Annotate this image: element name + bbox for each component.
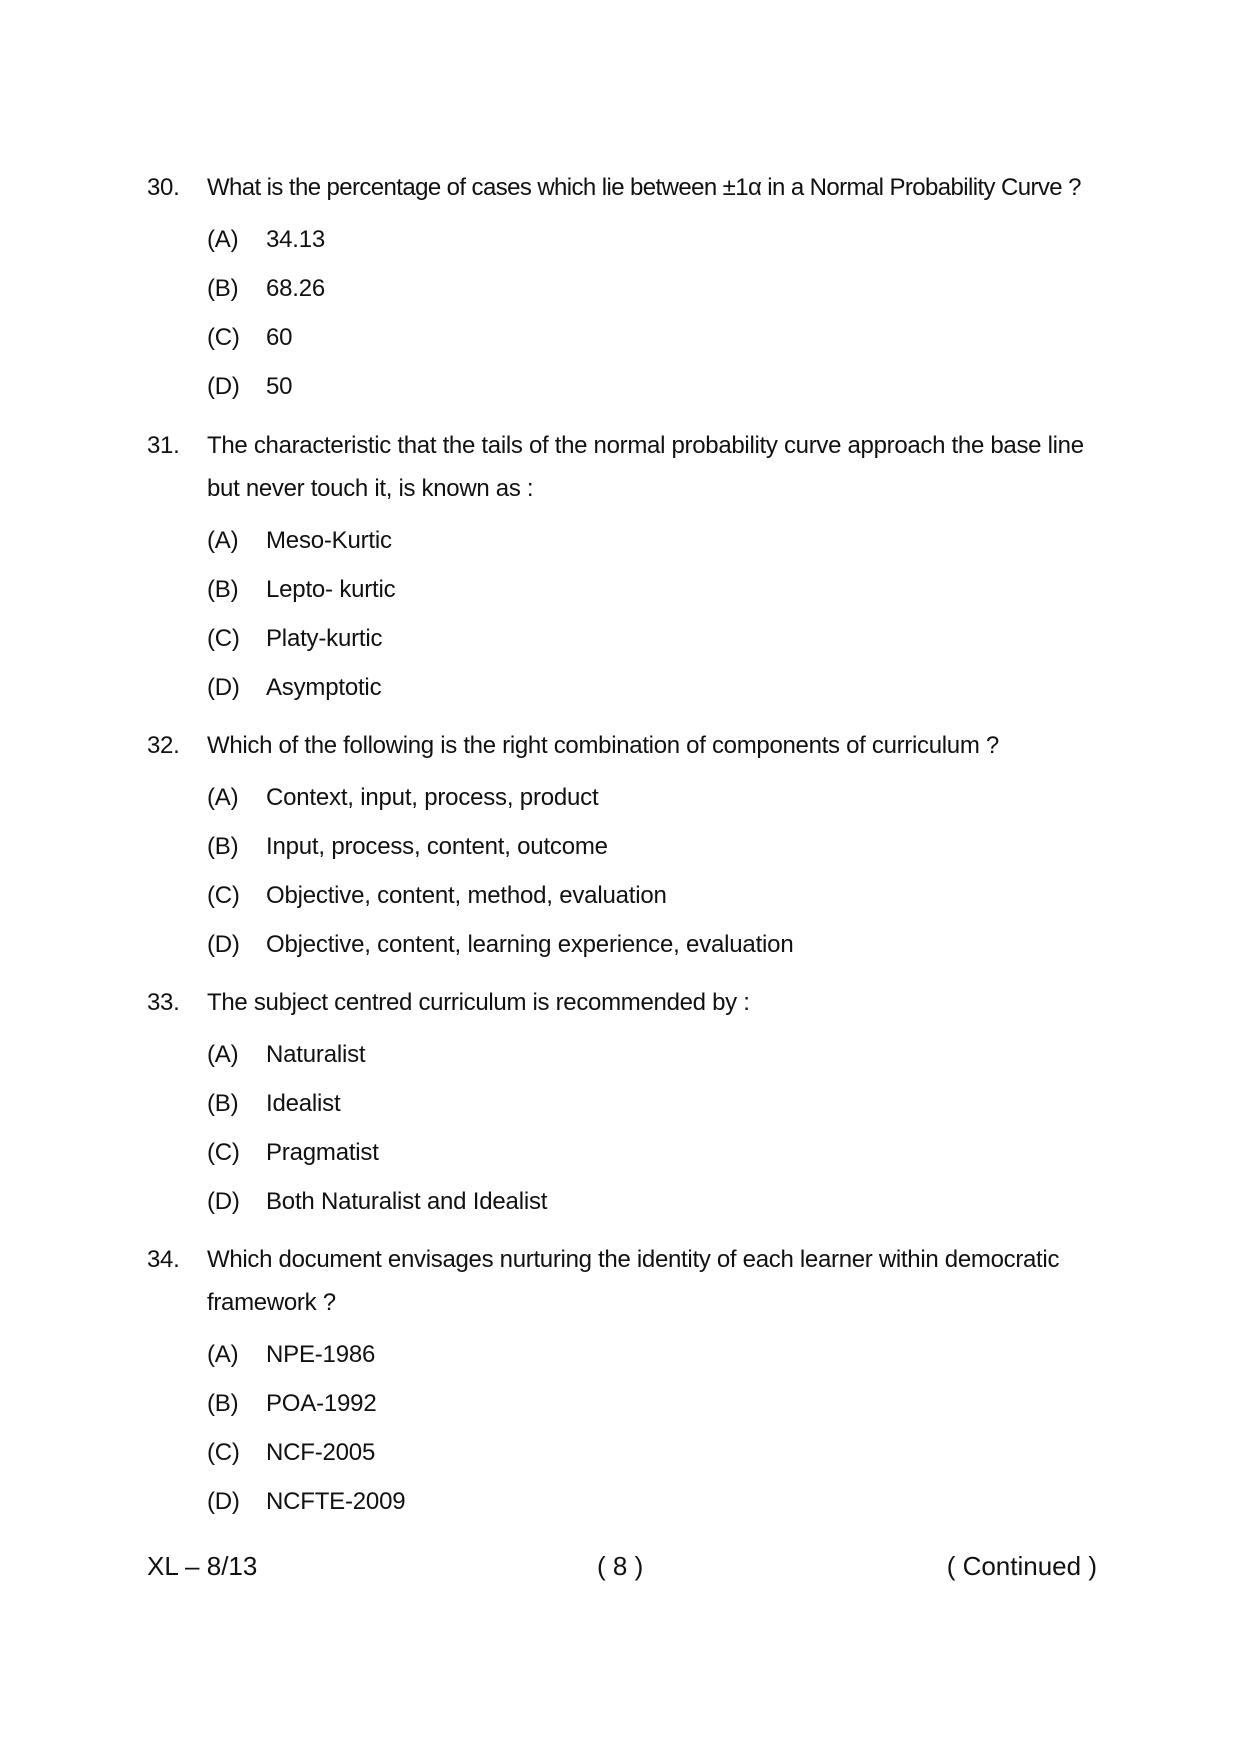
question-stem xyxy=(147,981,1097,1024)
question-text: The subject centred curriculum is recommended by : xyxy=(207,989,750,1016)
options-list xyxy=(147,215,1097,411)
option-d xyxy=(147,1477,1097,1526)
options-list xyxy=(147,1030,1097,1226)
page-number: ( 8 ) xyxy=(597,1551,644,1581)
option-label: (D) xyxy=(207,1188,240,1215)
question-number: 34. xyxy=(147,1246,180,1273)
option-d xyxy=(147,920,1097,969)
option-label: (B) xyxy=(207,833,239,860)
option-c xyxy=(147,313,1097,362)
option-label: (C) xyxy=(207,324,240,351)
option-text: NCFTE-2009 xyxy=(266,1488,406,1515)
option-a xyxy=(147,773,1097,822)
option-label: (B) xyxy=(207,576,239,603)
option-a xyxy=(147,516,1097,565)
option-text: Naturalist xyxy=(266,1041,366,1068)
option-text: Objective, content, learning experience, evaluation xyxy=(266,931,794,958)
option-text: Asymptotic xyxy=(266,674,382,701)
option-b xyxy=(147,822,1097,871)
question-text: The characteristic that the tails of the normal probability curve approach the base line but never touch it, is known as : xyxy=(207,432,1084,502)
option-b xyxy=(147,264,1097,313)
option-a xyxy=(147,1330,1097,1379)
option-text: 34.13 xyxy=(266,226,326,253)
question-number: 32. xyxy=(147,732,180,759)
page-footer xyxy=(147,1546,1097,1586)
option-label: (A) xyxy=(207,226,239,253)
option-text: 50 xyxy=(266,373,293,400)
option-label: (B) xyxy=(207,1390,239,1417)
option-text: NPE-1986 xyxy=(266,1341,376,1368)
option-c xyxy=(147,1128,1097,1177)
option-label: (D) xyxy=(207,373,240,400)
option-text: Meso-Kurtic xyxy=(266,527,392,554)
option-label: (C) xyxy=(207,1439,240,1466)
question-number: 31. xyxy=(147,432,180,459)
option-text: 60 xyxy=(266,324,293,351)
options-list xyxy=(147,773,1097,969)
option-label: (A) xyxy=(207,527,239,554)
option-b xyxy=(147,1379,1097,1428)
option-label: (D) xyxy=(207,931,240,958)
option-label: (C) xyxy=(207,882,240,909)
question-text: What is the percentage of cases which lie between ±1α in a Normal Probability Curve ? xyxy=(207,174,1081,201)
question-30 xyxy=(147,166,1097,411)
option-label: (C) xyxy=(207,625,240,652)
option-c xyxy=(147,871,1097,920)
option-text: 68.26 xyxy=(266,275,326,302)
question-31 xyxy=(147,424,1097,712)
option-text: Both Naturalist and Idealist xyxy=(266,1188,548,1215)
option-c xyxy=(147,1428,1097,1477)
option-text: Lepto- kurtic xyxy=(266,576,396,603)
question-stem xyxy=(147,1238,1097,1324)
option-text: Pragmatist xyxy=(266,1139,379,1166)
option-label: (D) xyxy=(207,1488,240,1515)
option-d xyxy=(147,362,1097,411)
option-a xyxy=(147,1030,1097,1079)
question-stem xyxy=(147,424,1097,510)
options-list xyxy=(147,1330,1097,1526)
question-34 xyxy=(147,1238,1097,1526)
options-list xyxy=(147,516,1097,712)
question-stem xyxy=(147,724,1097,767)
option-text: Input, process, content, outcome xyxy=(266,833,608,860)
option-text: NCF-2005 xyxy=(266,1439,376,1466)
option-text: Platy-kurtic xyxy=(266,625,383,652)
continued-label: ( Continued ) xyxy=(946,1551,1097,1581)
option-label: (C) xyxy=(207,1139,240,1166)
option-d xyxy=(147,663,1097,712)
option-label: (A) xyxy=(207,1341,239,1368)
option-text: Idealist xyxy=(266,1090,341,1117)
option-d xyxy=(147,1177,1097,1226)
option-label: (A) xyxy=(207,1041,239,1068)
question-number: 33. xyxy=(147,989,180,1016)
option-label: (A) xyxy=(207,784,239,811)
question-33 xyxy=(147,981,1097,1226)
option-b xyxy=(147,565,1097,614)
question-text: Which of the following is the right combination of components of curriculum ? xyxy=(207,732,999,759)
option-label: (B) xyxy=(207,275,239,302)
question-number: 30. xyxy=(147,174,180,201)
question-text: Which document envisages nurturing the identity of each learner within democratic framework ? xyxy=(207,1246,1060,1316)
paper-code: XL – 8/13 xyxy=(147,1551,258,1581)
option-text: Objective, content, method, evaluation xyxy=(266,882,667,909)
question-stem xyxy=(147,166,1097,209)
option-label: (D) xyxy=(207,674,240,701)
option-label: (B) xyxy=(207,1090,239,1117)
option-text: Context, input, process, product xyxy=(266,784,599,811)
question-32 xyxy=(147,724,1097,969)
option-a xyxy=(147,215,1097,264)
option-c xyxy=(147,614,1097,663)
option-text: POA-1992 xyxy=(266,1390,377,1417)
option-b xyxy=(147,1079,1097,1128)
